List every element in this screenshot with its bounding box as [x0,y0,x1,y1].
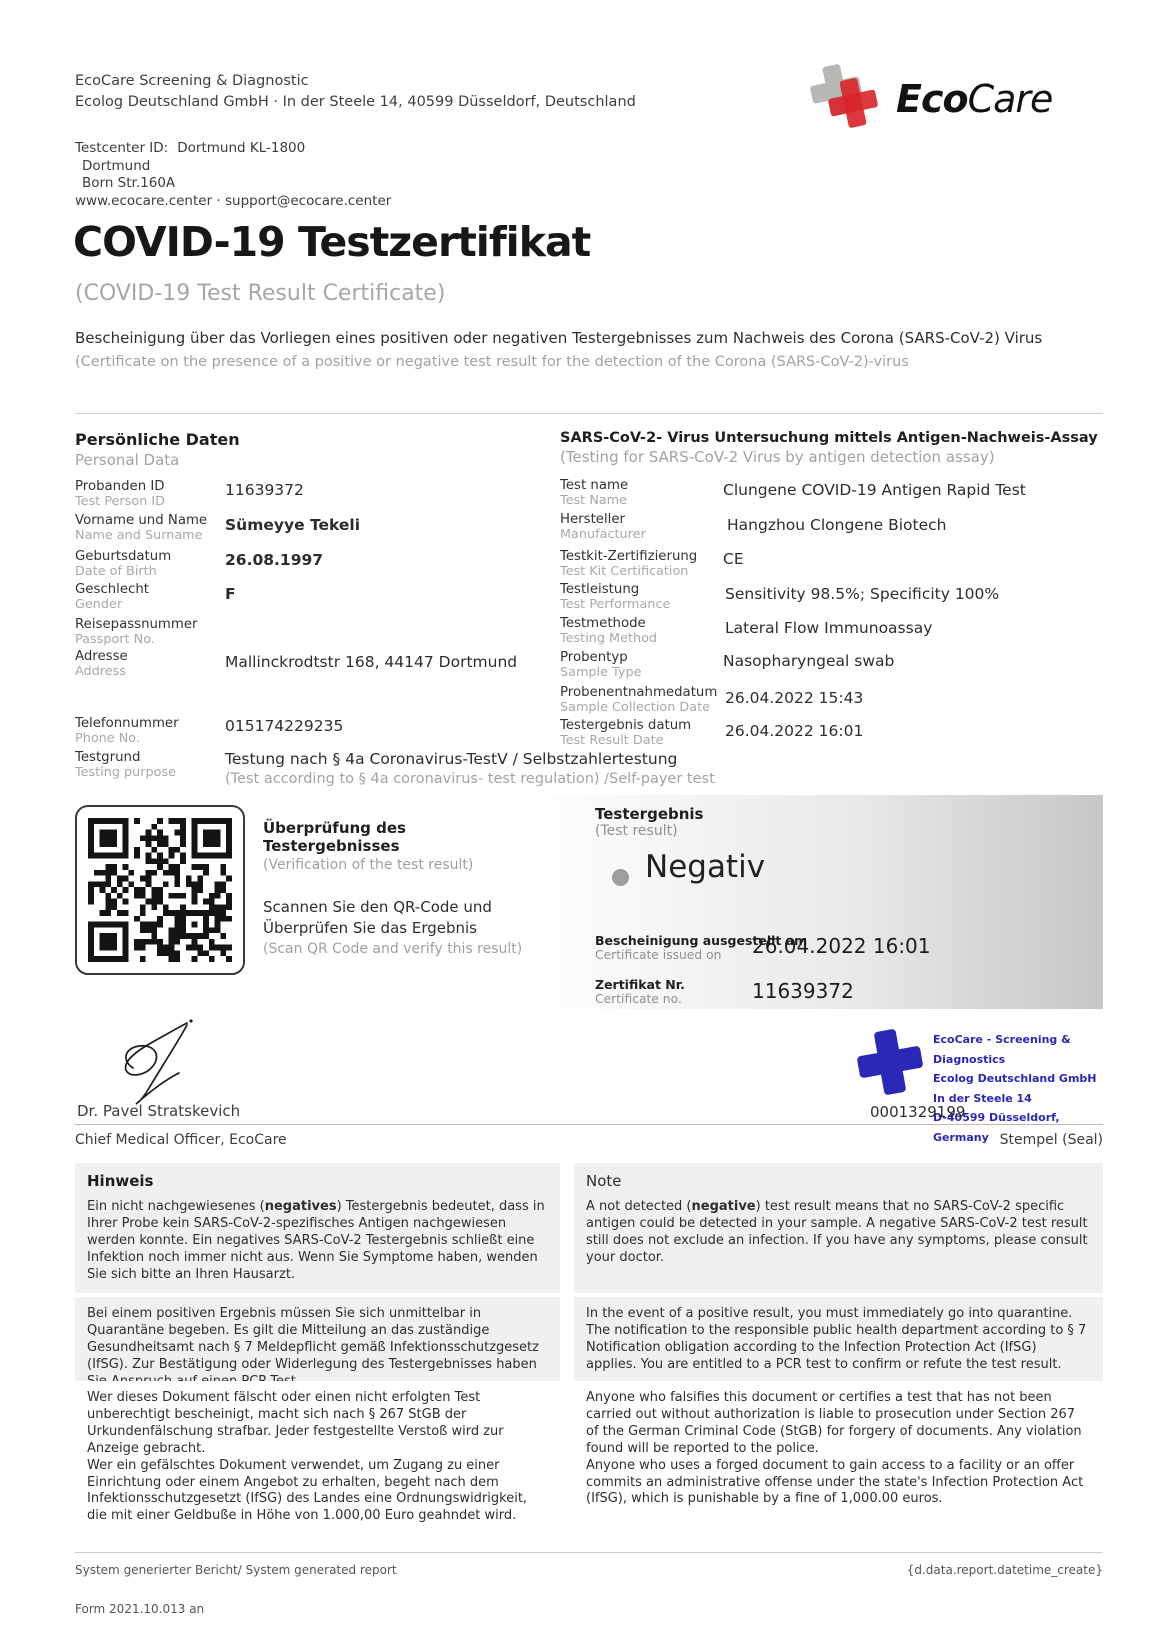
seal-label: Stempel (Seal) [999,1132,1103,1148]
logo-wordmark [896,77,1052,121]
result-value: Negativ [645,849,766,885]
qr-code [88,818,232,962]
stamp-text [933,1030,1103,1147]
label-en: Testing Method [560,631,658,646]
footer-form: Form 2021.10.013 an [75,1602,205,1616]
field-method-value: Lateral Flow Immunoassay [725,619,933,637]
label-en: Gender [75,597,123,612]
testcenter-contact: www.ecocare.center · support@ecocare.center [75,192,392,209]
page-subtitle: (COVID-19 Test Result Certificate) [75,281,446,306]
label-de: Testgrund [75,750,141,765]
label-de: Testergebnis datum [560,718,692,733]
label-en: Sample Collection Date [560,700,711,715]
testcenter-city: Dortmund [82,157,151,174]
org-name: EcoCare Screening & Diagnostic [75,73,309,89]
qr-code-frame [75,805,245,975]
notice-de-1-text [87,1199,548,1284]
logo-word-care: Care [967,77,1053,121]
label-de: Testleistung [560,582,640,597]
testcenter-id-value: Dortmund KL-1800 [177,140,306,156]
stamp-number: 0001329199 [870,1103,966,1121]
field-sampletype-label [560,650,720,680]
notice-en-3 [574,1381,1103,1517]
field-name-value: Sümeyye Tekeli [225,516,361,534]
field-birthdate-value: 26.08.1997 [225,551,324,569]
field-sampletype-value: Nasopharyngeal swab [723,652,895,670]
field-resultdate-label [560,718,730,748]
field-performance-label [560,582,720,612]
notice-heading-de: Hinweis [87,1172,154,1190]
stamp-line-2: Ecolog Deutschland GmbH [933,1072,1097,1085]
page-title: COVID-19 Testzertifikat [73,218,591,266]
signature-section [75,1018,1103,1160]
label-de: Hersteller [560,512,626,527]
stamp-cross-icon [853,1024,927,1100]
issued-label-en: Certificate issued on [595,948,722,962]
notice-en-3-text: Anyone who falsifies this document or certifies a test that has not been carried out without authorization is liable to prosecution under Section 267 of the German Criminal Code (StGB) for forgery of documents. Any violation found will be reported to the police. Anyone who uses a forged document to gain access to a facility or an offer commits an administrative offense under the state's Infection Protection Act (IfSG), which is punishable by a fine of 1,000.00 euros. [586,1390,1084,1507]
label-en: Address [75,664,126,679]
testcenter-block [75,140,391,210]
text-post: ) Testergebnis bedeutet, dass in Ihrer Probe kein SARS-CoV-2-spezifisches Antigen nachgewiesen werden konnte. Ein negatives SARS-CoV-2 Testergebnis schließt eine Infektion noch immer nicht aus. Wenn Sie Symptome haben, wenden Sie sich bitte an Ihren Hausarzt. [87,1199,545,1282]
field-address-label [75,649,128,679]
label-en: Date of Birth [75,564,157,579]
certno-value: 11639372 [752,979,854,1003]
testcenter-street: Born Str.160A [82,175,176,191]
field-resultdate-value: 26.04.2022 16:01 [725,722,864,740]
personal-heading-de: Persönliche Daten [75,430,240,449]
label-en: Test Result Date [560,733,664,748]
scan-instruction-en: (Scan QR Code and verify this result) [263,941,523,957]
notice-heading-en: Note [586,1172,622,1190]
field-passport-label [75,617,197,647]
certno-label-de: Zertifikat Nr. [595,977,685,992]
signature-divider [75,1124,1103,1125]
label-en: Name and Surname [75,528,203,543]
testcenter-id-label: Testcenter ID: [75,140,169,156]
text-pre: Ein nicht nachgewiesenes ( [87,1199,265,1214]
notice-en-1 [574,1163,1103,1293]
field-phone-value: 015174229235 [225,717,344,735]
field-collection-label [560,685,730,715]
scan-line-1: Scannen Sie den QR-Code und [263,898,492,916]
intro-de: Bescheinigung über das Vorliegen eines positiven oder negativen Testergebnisses zum Nachweis des Corona (SARS-CoV-2) Virus [75,329,1043,347]
field-testpurpose-label [75,750,176,780]
label-en: Sample Type [560,665,642,680]
field-certification-value: CE [723,550,744,568]
footer-divider [75,1552,1103,1553]
field-testname-label [560,478,720,508]
field-gender-value: F [225,585,236,603]
field-probanden-id-value: 11639372 [225,481,304,499]
label-en: Phone No. [75,731,140,746]
stamp-line-1: EcoCare - Screening & Diagnostics [933,1033,1071,1066]
label-de: Adresse [75,649,128,664]
scan-line-2: Überprüfen Sie das Ergebnis [263,919,477,937]
field-phone-label [75,716,179,746]
field-method-label [560,616,720,646]
notice-en-1-text [586,1199,1091,1267]
result-heading-de: Testergebnis [595,805,704,823]
label-de: Probanden ID [75,479,165,494]
ecocare-cross-icon [806,64,892,134]
label-en: Test Kit Certification [560,564,689,579]
label-de: Vorname und Name [75,513,208,528]
stamp-line-3: In der Steele 14 [933,1091,1032,1105]
field-address-value: Mallinckrodtstr 168, 44147 Dortmund [225,653,518,671]
label-de: Test name [560,478,629,493]
data-grid [75,415,1103,795]
label-de: Testkit-Zertifizierung [560,549,698,564]
issued-label-de: Bescheinigung ausgestellt am [595,933,808,948]
result-heading [595,805,703,839]
field-collection-value: 26.04.2022 15:43 [725,689,864,707]
label-en: Testing purpose [75,765,177,780]
logo-word-eco: Eco [896,77,968,121]
value-en: (Test according to § 4a coronavirus- test regulation) /Self-payer test [225,771,715,787]
label-en: Passport No. [75,632,155,647]
personal-heading [75,430,240,469]
notice-de-1 [75,1163,560,1293]
stamp-line-4: D-40599 Düsseldorf, Germany [933,1111,1060,1144]
field-testname-value: Clungene COVID-19 Antigen Rapid Test [723,481,1026,499]
notice-de-2-text: Bei einem positiven Ergebnis müssen Sie sich unmittelbar in Quarantäne begeben. Es gilt die Mitteilung an das zuständige Gesundheitsamt nach § 7 Meldepflicht gemäß Infektionsschutzgesetz (IfSG). Zur Bestätigung oder Widerlegung des Testergebnisses haben [87,1306,539,1372]
notice-de-3-text: Wer dieses Dokument fälscht oder einen nicht erfolgten Test unberechtigt bescheinigt, macht sich nach § 267 StGB der Urkundenfälschung strafbar. Jeder festgestellte Verstoß wird zur Anzeige gebracht. Wer ein gefälschtes Dokument verwendet, um Zugang zu einer Einrichtung oder einem Angebot zu erhalten, begeht nach dem Infektionsschutzgesetzt (IfSG) des Landes eine Ordnungswidrigkeit, die mit einer Geldbuße in Höhe von 1.000,00 Euro geahndet wird. [87,1390,528,1524]
org-address: Ecolog Deutschland GmbH · In der Steele 14, 40599 Düsseldorf, Deutschland [75,94,636,110]
text-bold: negative [691,1199,756,1214]
label-en: Test Name [560,493,628,508]
result-heading-en: (Test result) [595,823,678,839]
certno-label-en: Certificate no. [595,992,682,1006]
ecocare-logo [806,64,1052,134]
signature-image [103,1018,253,1106]
field-birthdate-label [75,549,171,579]
value-de: Testung nach § 4a Coronavirus-TestV / Selbstzahlertestung [225,750,678,768]
personal-heading-en: Personal Data [75,451,180,469]
label-en: Manufacturer [560,527,646,542]
field-manufacturer-value: Hangzhou Clongene Biotech [727,516,947,534]
certno-label [595,977,685,1006]
field-testpurpose-value [225,750,825,787]
divider-top [75,413,1103,414]
field-probanden-id-label [75,479,165,509]
notice-en-2-text: In the event of a positive result, you must immediately go into quarantine. The notification to the responsible public health department according to § 7 Notification obligation according to the Infection Protection Act (IfSG) applies. You are entitled to a PCR test to confirm or refute the test result. [586,1306,1087,1372]
result-dot [612,869,629,886]
footer-right: {d.data.report.datetime_create} [906,1563,1103,1577]
label-de: Reisepassnummer [75,617,198,632]
text-bold: negatives [264,1199,337,1214]
verification-block [263,819,543,957]
label-de: Telefonnummer [75,716,179,731]
test-heading-de: SARS-CoV-2- Virus Untersuchung mittels Antigen-Nachweis-Assay [560,430,1098,446]
footer-left: System generierter Bericht/ System generated report [75,1563,397,1577]
footer [75,1552,1103,1632]
text-post: ) test result means that no SARS-CoV-2 specific antigen could be detected in your sample. A negative SARS-CoV-2 test result still does not exclude an infection. If you have any symptoms, please consult your doctor. [586,1199,1088,1265]
field-performance-value: Sensitivity 98.5%; Specificity 100% [725,585,1000,603]
result-section [75,793,1103,1015]
label-de: Geschlecht [75,582,149,597]
signer-name: Dr. Pavel Stratskevich [77,1102,241,1120]
label-de: Probenentnahmedatum [560,685,718,700]
test-heading-en: (Testing for SARS-CoV-2 Virus by antigen detection assay) [560,448,995,466]
field-manufacturer-label [560,512,720,542]
field-name-label [75,513,207,543]
test-heading [560,430,1103,466]
field-gender-label [75,582,149,612]
scan-instruction-de [263,897,543,939]
text-pre: A not detected ( [586,1199,692,1214]
field-certification-label [560,549,720,579]
verification-title-de: Überprüfung des Testergebnisses [263,819,406,855]
label-de: Testmethode [560,616,646,631]
label-en: Test Person ID [75,494,165,509]
org-header [75,71,636,113]
label-en: Test Performance [560,597,671,612]
label-de: Probentyp [560,650,628,665]
verification-title-en: (Verification of the test result) [263,857,474,873]
label-de: Geburtsdatum [75,549,172,564]
issued-value: 26.04.2022 16:01 [752,934,931,958]
notice-de-3 [75,1381,560,1534]
signer-title: Chief Medical Officer, EcoCare [75,1132,287,1148]
intro-en: (Certificate on the presence of a positive or negative test result for the detection of the Corona (SARS-CoV-2)-virus [75,354,909,370]
notice-en-2 [574,1297,1103,1383]
